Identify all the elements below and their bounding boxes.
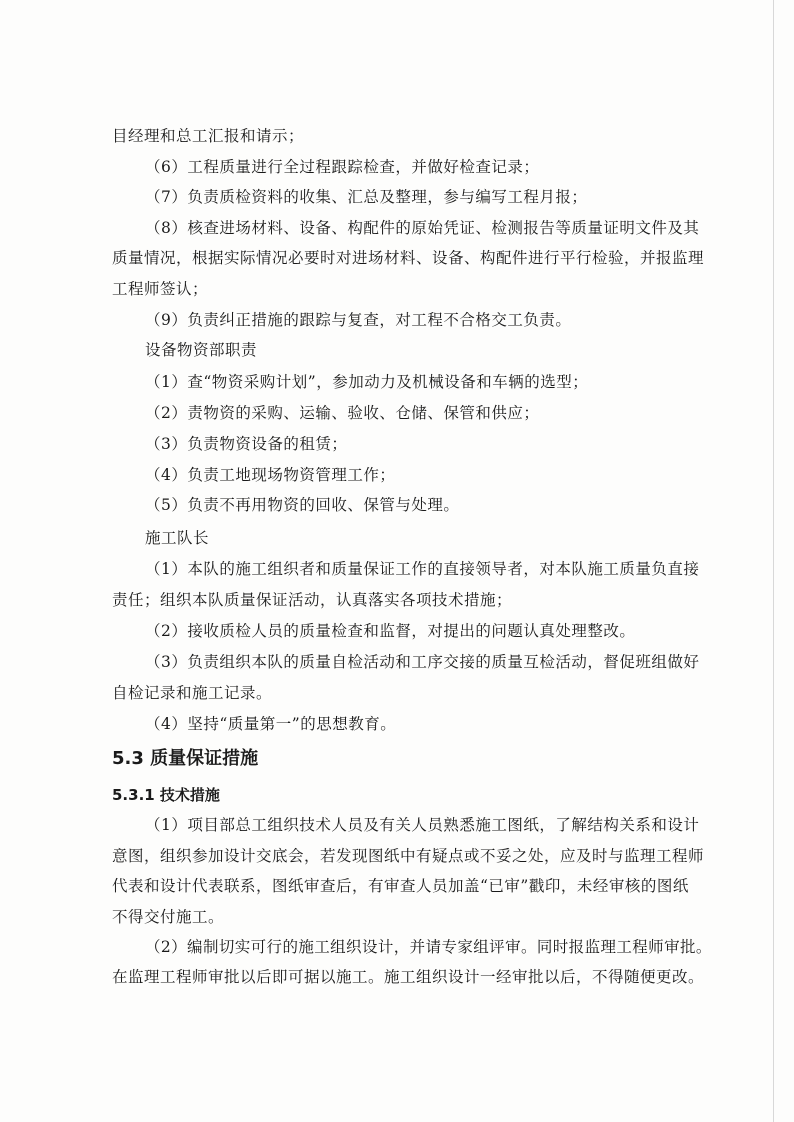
text-line: （4）坚持“质量第一”的思想教育。	[145, 715, 397, 733]
text-line: （2）责物资的采购、运输、验收、仓储、保管和供应；	[145, 404, 540, 422]
section-heading: 5.3 质量保证措施	[112, 748, 259, 769]
text-line: （9）负责纠正措施的跟踪与复查，对工程不合格交工负责。	[145, 311, 572, 329]
text-line: （5）负责不再用物资的回收、保管与处理。	[145, 496, 460, 514]
text-line: （7）负责质检资料的收集、汇总及整理，参与编写工程月报；	[145, 188, 588, 206]
subsection-heading: 5.3.1 技术措施	[112, 786, 220, 804]
text-line: 质量情况，根据实际情况必要时对进场材料、设备、构配件进行平行检验，并报监理	[112, 249, 705, 267]
text-line: （1）查“物资采购计划”，参加动力及机械设备和车辆的选型；	[145, 373, 589, 391]
text-line: （8）核查进场材料、设备、构配件的原始凭证、检测报告等质量证明文件及其	[145, 219, 700, 237]
text-line: 代表和设计代表联系，图纸审查后，有审查人员加盖“已审”戳印，未经审核的图纸	[112, 877, 689, 895]
text-line: （1）项目部总工组织技术人员及有关人员熟悉施工图纸，了解结构关系和设计	[145, 816, 700, 834]
scan-edge-line	[773, 0, 774, 1122]
text-line: （2）编制切实可行的施工组织设计，并请专家组评审。同时报监理工程师审批。	[145, 938, 712, 956]
text-line: 施工队长	[145, 529, 210, 547]
text-line: （6）工程质量进行全过程跟踪检查，并做好检查记录；	[145, 158, 540, 176]
text-line: （1）本队的施工组织者和质量保证工作的直接领导者，对本队施工质量负直接	[145, 560, 700, 578]
text-line: （2）接收质检人员的质量检查和监督，对提出的问题认真处理整改。	[145, 622, 636, 640]
text-line: 自检记录和施工记录。	[112, 684, 273, 702]
text-line: （3）负责组织本队的质量自检活动和工序交接的质量互检活动，督促班组做好	[145, 653, 700, 671]
text-line: 设备物资部职责	[145, 341, 258, 359]
text-line: 责任；组织本队质量保证活动，认真落实各项技术措施；	[112, 591, 513, 609]
text-line: 在监理工程师审批以后即可据以施工。施工组织设计一经审批以后，不得随便更改。	[112, 968, 705, 986]
text-line: （4）负责工地现场物资管理工作；	[145, 466, 396, 484]
text-line: 工程师签认；	[112, 280, 209, 298]
text-line: 不得交付施工。	[112, 908, 225, 926]
text-line: 目经理和总工汇报和请示；	[112, 127, 305, 145]
text-line: 意图，组织参加设计交底会，若发现图纸中有疑点或不妥之处，应及时与监理工程师	[112, 847, 705, 865]
text-line: （3）负责物资设备的租赁；	[145, 435, 348, 453]
